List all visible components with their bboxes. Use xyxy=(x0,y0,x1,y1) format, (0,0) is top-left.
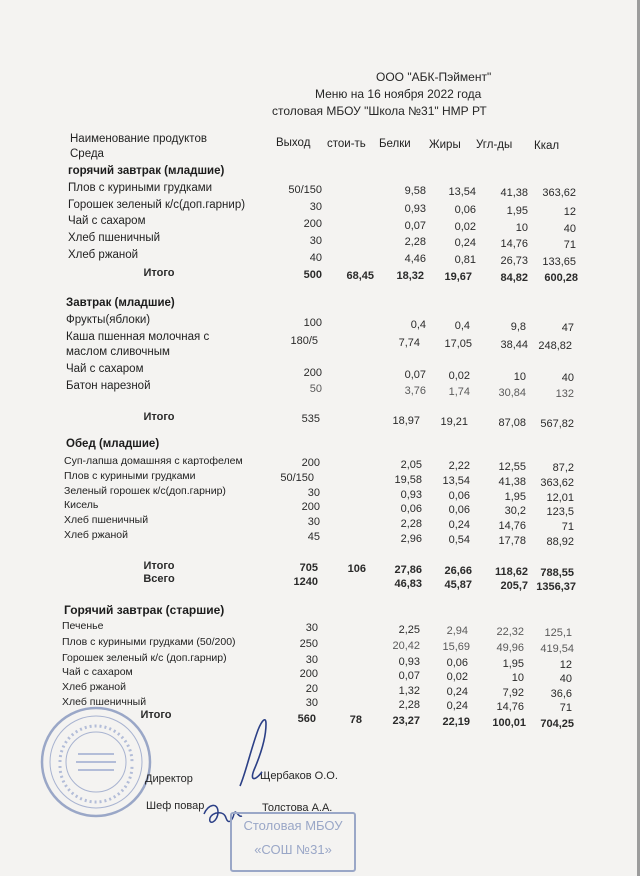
item-kcal: 36,6 xyxy=(550,688,572,700)
total-carbs: 87,08 xyxy=(498,417,526,429)
item-yield: 50/150 xyxy=(288,184,322,196)
item-name-cont: маслом сливочным xyxy=(66,346,170,358)
item-kcal: 125,1 xyxy=(544,627,572,639)
item-name: Суп-лапша домашняя с картофелем xyxy=(64,455,243,467)
grand-total-carbs: 205,7 xyxy=(500,580,528,592)
item-name: Хлеб пшеничный xyxy=(68,232,161,244)
item-protein: 19,58 xyxy=(394,474,422,486)
total-kcal: 704,25 xyxy=(540,718,574,730)
item-name: Горошек зеленый к/с(доп.гарнир) xyxy=(68,199,246,211)
director-signature xyxy=(232,712,282,792)
total-yield: 560 xyxy=(297,713,316,725)
chef-label: Шеф повар xyxy=(146,800,205,812)
total-fat: 22,19 xyxy=(442,716,470,728)
item-carbs: 7,92 xyxy=(502,687,524,699)
item-kcal: 419,54 xyxy=(540,643,574,655)
item-yield: 45 xyxy=(307,531,320,543)
item-yield: 30 xyxy=(305,622,318,634)
item-carbs: 12,55 xyxy=(498,461,526,473)
item-carbs: 9,8 xyxy=(510,321,526,333)
total-label: Итого xyxy=(143,560,175,572)
item-protein: 0,4 xyxy=(410,319,426,331)
total-label: Итого xyxy=(143,411,175,423)
item-name: Чай с сахаром xyxy=(62,666,133,678)
item-name: Батон нарезной xyxy=(66,380,151,392)
item-name: Плов с куриными грудками xyxy=(64,470,196,482)
item-protein: 0,07 xyxy=(404,369,426,381)
total-fat: 19,21 xyxy=(440,416,468,428)
total-carbs: 118,62 xyxy=(494,566,528,578)
item-protein: 2,96 xyxy=(400,533,422,545)
item-name: Плов с куриными грудками xyxy=(68,182,213,194)
item-protein: 0,07 xyxy=(404,220,426,232)
total-cost: 106 xyxy=(347,563,366,575)
section-title: горячий завтрак (младшие) xyxy=(68,165,225,177)
item-fat: 2,22 xyxy=(448,460,470,472)
total-label: Итого xyxy=(140,709,172,721)
grand-total-fat: 45,87 xyxy=(444,579,472,591)
column-protein: Белки xyxy=(379,138,411,150)
total-protein: 18,97 xyxy=(392,415,420,427)
grand-total-yield: 1240 xyxy=(293,576,318,588)
company-name: ООО "АБК-Пэймент" xyxy=(376,70,492,84)
item-kcal: 47 xyxy=(561,322,574,334)
stamp-line-2: «СОШ №31» xyxy=(254,842,332,857)
item-yield: 200 xyxy=(303,367,322,379)
item-yield: 30 xyxy=(309,235,322,247)
round-seal xyxy=(38,704,154,820)
canteen-name: столовая МБОУ "Школа №31" НМР РТ xyxy=(272,104,487,118)
total-cost: 68,45 xyxy=(346,270,374,282)
item-carbs: 26,73 xyxy=(500,255,528,267)
item-protein: 0,07 xyxy=(398,670,420,682)
item-kcal: 71 xyxy=(561,521,574,533)
item-name: Кисель xyxy=(64,499,99,511)
total-yield: 705 xyxy=(299,562,318,574)
total-label: Итого xyxy=(143,267,175,279)
total-carbs: 84,82 xyxy=(500,272,528,284)
column-cost: стои-ть xyxy=(327,138,366,150)
item-carbs: 41,38 xyxy=(500,187,528,199)
item-protein: 3,76 xyxy=(404,385,426,397)
item-protein: 0,93 xyxy=(400,489,422,501)
item-yield: 30 xyxy=(307,516,320,528)
total-carbs: 100,01 xyxy=(492,717,526,729)
item-carbs: 49,96 xyxy=(496,642,524,654)
item-fat: 0,24 xyxy=(446,686,468,698)
grand-total-kcal: 1356,37 xyxy=(536,581,576,593)
grand-total-protein: 46,83 xyxy=(394,578,422,590)
item-fat: 0,81 xyxy=(454,254,476,266)
item-carbs: 1,95 xyxy=(504,491,526,503)
item-name: Хлеб пшеничный xyxy=(62,696,147,708)
item-name: Хлеб ржаной xyxy=(62,681,126,693)
column-fat: Жиры xyxy=(429,139,461,151)
item-protein: 0,93 xyxy=(404,203,426,215)
item-yield: 50 xyxy=(309,383,322,395)
item-carbs: 30,2 xyxy=(504,505,526,517)
item-carbs: 14,76 xyxy=(496,701,524,713)
item-yield: 200 xyxy=(301,457,320,469)
item-protein: 20,42 xyxy=(392,640,420,652)
item-name: Горошек зеленый к/с (доп.гарнир) xyxy=(62,652,227,664)
item-fat: 0,24 xyxy=(448,519,470,531)
menu-date: Меню на 16 ноября 2022 года xyxy=(315,87,482,101)
item-kcal: 88,92 xyxy=(546,536,574,548)
total-yield: 500 xyxy=(303,269,322,281)
item-kcal: 40 xyxy=(559,673,572,685)
item-fat: 13,54 xyxy=(442,475,470,487)
item-carbs: 30,84 xyxy=(498,387,526,399)
column-day: Среда xyxy=(70,148,104,160)
total-protein: 18,32 xyxy=(396,270,424,282)
item-fat: 0,54 xyxy=(448,534,470,546)
item-protein: 2,25 xyxy=(398,624,420,636)
item-kcal: 248,82 xyxy=(538,340,572,352)
item-name: Хлеб ржаной xyxy=(68,249,139,261)
chef-name: Толстова А.А. xyxy=(262,802,333,814)
item-name: Каша пшенная молочная с xyxy=(66,331,210,343)
column-name: Наименование продуктов xyxy=(70,133,207,145)
item-kcal: 123,5 xyxy=(546,506,574,518)
item-yield: 20 xyxy=(305,683,318,695)
canteen-stamp xyxy=(230,812,356,872)
item-carbs: 38,44 xyxy=(500,339,528,351)
item-protein: 0,06 xyxy=(400,503,422,515)
item-fat: 0,02 xyxy=(446,671,468,683)
item-yield: 200 xyxy=(303,218,322,230)
item-name: Чай с сахаром xyxy=(68,215,146,227)
item-fat: 0,06 xyxy=(446,657,468,669)
item-name: Чай с сахаром xyxy=(66,363,144,375)
total-cost: 78 xyxy=(349,714,362,726)
column-kcal: Ккал xyxy=(534,140,560,152)
item-kcal: 40 xyxy=(561,372,574,384)
item-carbs: 41,38 xyxy=(498,476,526,488)
item-kcal: 40 xyxy=(563,223,576,235)
item-fat: 0,06 xyxy=(448,490,470,502)
item-kcal: 87,2 xyxy=(552,462,574,474)
item-kcal: 71 xyxy=(559,702,572,714)
item-name: Фрукты(яблоки) xyxy=(66,314,151,326)
item-fat: 0,24 xyxy=(446,700,468,712)
item-kcal: 12 xyxy=(563,206,576,218)
item-name: Зеленый горошек к/с(доп.гарнир) xyxy=(64,485,226,497)
item-yield: 50/150 xyxy=(280,472,314,484)
director-name: Щербаков О.О. xyxy=(260,770,338,782)
item-fat: 1,74 xyxy=(448,386,470,398)
item-kcal: 363,62 xyxy=(540,477,574,489)
item-kcal: 363,62 xyxy=(542,187,576,199)
total-kcal: 567,82 xyxy=(540,418,574,430)
item-fat: 13,54 xyxy=(448,186,476,198)
item-yield: 30 xyxy=(305,697,318,709)
item-carbs: 10 xyxy=(511,672,524,684)
item-yield: 250 xyxy=(299,638,318,650)
item-carbs: 22,32 xyxy=(496,626,524,638)
total-kcal: 788,55 xyxy=(540,567,574,579)
director-label: Директор xyxy=(145,773,193,785)
total-yield: 535 xyxy=(301,413,320,425)
item-yield: 200 xyxy=(301,501,320,513)
item-name: Хлеб ржаной xyxy=(64,529,128,541)
item-yield: 200 xyxy=(299,668,318,680)
item-kcal: 71 xyxy=(563,239,576,251)
item-kcal: 12 xyxy=(559,659,572,671)
item-fat: 0,4 xyxy=(454,320,470,332)
item-fat: 0,02 xyxy=(454,221,476,233)
item-fat: 0,24 xyxy=(454,237,476,249)
item-protein: 2,28 xyxy=(404,236,426,248)
total-protein: 27,86 xyxy=(394,564,422,576)
item-yield: 180/5 xyxy=(290,335,318,347)
item-protein: 1,32 xyxy=(398,685,420,697)
item-carbs: 1,95 xyxy=(502,658,524,670)
grand-total-label: Всего xyxy=(143,573,175,585)
item-name: Хлеб пшеничный xyxy=(64,514,149,526)
item-yield: 30 xyxy=(307,487,320,499)
item-kcal: 133,65 xyxy=(542,256,576,268)
item-kcal: 12,01 xyxy=(546,492,574,504)
column-carbs: Угл-ды xyxy=(476,139,513,151)
item-fat: 0,06 xyxy=(454,204,476,216)
section-title: Горячий завтрак (старшие) xyxy=(64,603,225,617)
item-carbs: 1,95 xyxy=(506,205,528,217)
item-yield: 30 xyxy=(305,654,318,666)
item-kcal: 132 xyxy=(555,388,574,400)
item-protein: 0,93 xyxy=(398,656,420,668)
item-carbs: 10 xyxy=(515,222,528,234)
item-fat: 0,06 xyxy=(448,504,470,516)
column-yield: Выход xyxy=(276,137,311,149)
item-fat: 15,69 xyxy=(442,641,470,653)
item-carbs: 17,78 xyxy=(498,535,526,547)
total-protein: 23,27 xyxy=(392,715,420,727)
total-fat: 26,66 xyxy=(444,565,472,577)
item-protein: 4,46 xyxy=(404,253,426,265)
item-fat: 2,94 xyxy=(446,625,468,637)
item-yield: 30 xyxy=(309,201,322,213)
total-kcal: 600,28 xyxy=(544,272,578,284)
item-fat: 17,05 xyxy=(444,338,472,350)
item-protein: 2,05 xyxy=(400,459,422,471)
item-fat: 0,02 xyxy=(448,370,470,382)
item-carbs: 10 xyxy=(513,371,526,383)
section-title: Завтрак (младшие) xyxy=(66,297,175,309)
item-carbs: 14,76 xyxy=(500,238,528,250)
item-name: Печенье xyxy=(62,620,104,632)
stamp-line-1: Столовая МБОУ xyxy=(243,818,343,833)
item-protein: 2,28 xyxy=(400,518,422,530)
item-protein: 2,28 xyxy=(398,699,420,711)
item-protein: 9,58 xyxy=(404,185,426,197)
item-yield: 100 xyxy=(303,317,322,329)
item-carbs: 14,76 xyxy=(498,520,526,532)
item-protein: 7,74 xyxy=(398,337,420,349)
section-title: Обед (младшие) xyxy=(66,438,160,450)
item-name: Плов с куриными грудками (50/200) xyxy=(62,636,236,648)
total-fat: 19,67 xyxy=(444,271,472,283)
item-yield: 40 xyxy=(309,252,322,264)
